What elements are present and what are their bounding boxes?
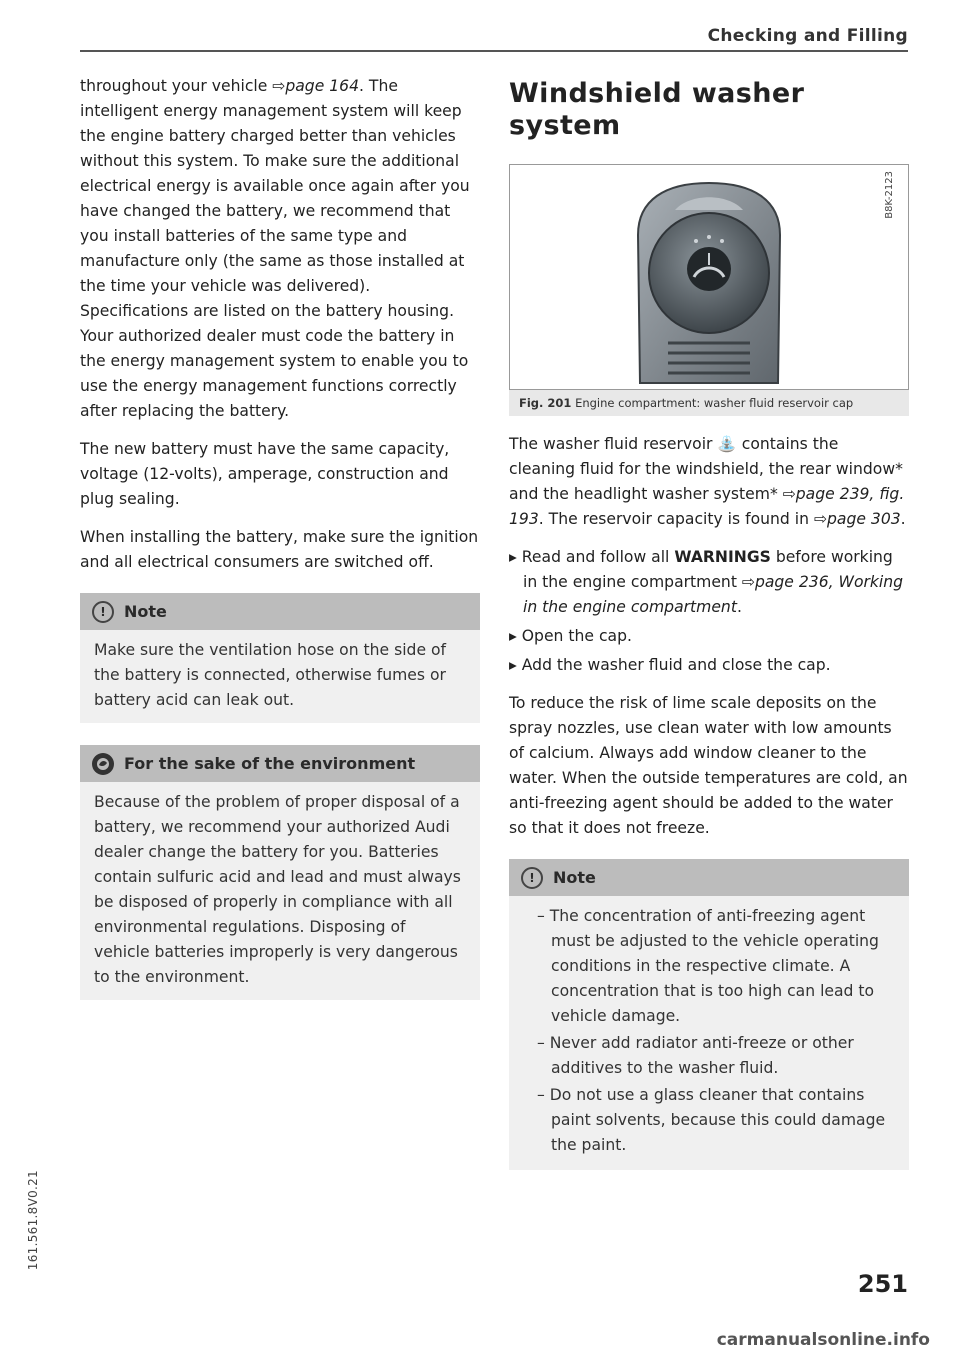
right-column	[509, 74, 909, 1170]
text-span: .	[900, 510, 906, 528]
note-list-item: – The concentration of anti-freezing agent must be adjusted to the vehicle operating conditions in the respective climate. A concentration that is too high can lead to vehicle damage.	[537, 907, 879, 1025]
header-rule	[80, 50, 908, 52]
environment-box	[80, 745, 480, 1000]
text-span: throughout your vehicle	[80, 77, 273, 95]
environment-text: Because of the problem of proper disposal of a battery, we recommend your authorized Audi dealer change the battery for you. Batteries contain sulfuric acid and lead and must always be disposed of properly in compliance with all environmental regulations. Disposing of vehicle batteries improperly is very dangerous to the environment.	[94, 793, 461, 986]
step-item	[509, 545, 909, 620]
left-column	[80, 74, 480, 1000]
watermark: carmanualsonline.info	[716, 1330, 930, 1350]
environment-title: For the sake of the environment	[124, 754, 416, 773]
note-box	[80, 593, 480, 723]
figure-caption	[509, 390, 909, 416]
left-paragraph-2: The new battery must have the same capacity, voltage (12-volts), amperage, construction and plug sealing.	[80, 440, 450, 508]
note-header	[80, 593, 480, 630]
step-item: ▸ Open the cap.	[509, 627, 632, 645]
note-list	[509, 896, 909, 1170]
text-span: . The intelligent energy management system will keep the engine battery charged better than vehicles without this system. To make sure the additional electrical energy is available once again after you have changed the battery, we recommend that you install batteries of the same type and manufacture only (the same as those installed at the time your vehicle was delivered). Specifications are listed on the battery housing. Your authorized dealer must code the battery in the energy management system to enable you to use the energy management functions correctly after replacing the battery.	[80, 77, 470, 420]
note-header	[509, 859, 909, 896]
text-span: .	[736, 598, 742, 616]
text-span: . The reservoir capacity is found in	[538, 510, 814, 528]
main-heading: Windshield washer system	[509, 78, 805, 141]
text-span: The washer fluid reservoir	[509, 435, 718, 453]
note-list-item: – Never add radiator anti-freeze or other additives to the washer fluid.	[537, 1034, 854, 1077]
note-text: Make sure the ventilation hose on the side of the battery is connected, otherwise fumes or battery acid can leak out.	[94, 641, 447, 709]
note-icon: !	[92, 601, 114, 623]
page-reference-link[interactable]: ⇨page 164	[272, 77, 360, 95]
figure-caption-text: Engine compartment: washer fluid reservoir cap	[575, 396, 854, 410]
right-paragraph-2: To reduce the risk of lime scale deposits on the spray nozzles, use clean water with low amounts of calcium. Always add window cleaner to the water. When the outside temperatures are cold, an anti-freezing agent should be added to the water so that it does not freeze.	[509, 694, 908, 837]
figure-label: Fig. 201	[519, 396, 572, 410]
figure-code: B8K-2123	[884, 171, 895, 219]
page-number: 251	[857, 1270, 908, 1298]
text-span: contains the cleaning fluid for the windshield, the rear window* and the headlight washer system*	[509, 435, 903, 503]
left-paragraph-3: When installing the battery, make sure the ignition and all electrical consumers are switched off.	[80, 528, 479, 571]
text-span: ▸ Read and follow all	[509, 548, 675, 566]
note-box-right	[509, 859, 909, 1170]
note-title: Note	[124, 602, 167, 621]
note-title: Note	[553, 868, 596, 887]
environment-header	[80, 745, 480, 782]
side-code: 161.561.8V0.21	[26, 1170, 40, 1271]
right-paragraph-1	[509, 432, 909, 532]
note-list-item: – Do not use a glass cleaner that contains paint solvents, because this could damage the paint.	[537, 1086, 886, 1154]
page-reference-link[interactable]: ⇨page 239, fig. 193	[509, 485, 905, 528]
washer-fluid-icon: ⛲	[717, 435, 737, 453]
warning-label: WARNINGS	[674, 548, 771, 566]
environment-icon	[92, 753, 114, 775]
text-span: before working in the engine compartment	[523, 548, 893, 591]
washer-cap-illustration	[510, 165, 908, 389]
note-icon: !	[521, 867, 543, 889]
figure-washer-cap	[509, 164, 909, 390]
page-reference-link[interactable]: ⇨page 303	[813, 510, 901, 528]
section-title: Checking and Filling	[707, 26, 908, 46]
page-reference-link[interactable]: ⇨page 236, Working in the engine compartment	[523, 573, 904, 616]
step-item: ▸ Add the washer fluid and close the cap.	[509, 656, 831, 674]
left-paragraph-1	[80, 74, 480, 424]
